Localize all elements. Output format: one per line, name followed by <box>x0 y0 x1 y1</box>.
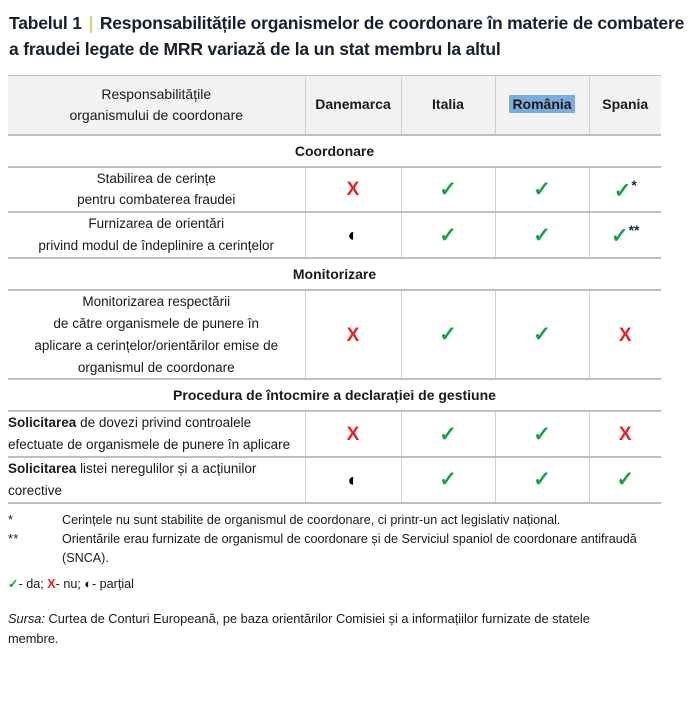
half-circle-icon: ◐ <box>347 469 359 490</box>
row-description <box>8 457 305 503</box>
romania-highlight: România <box>509 95 574 113</box>
check-icon: ✓ <box>439 323 457 347</box>
row-description-lead: Solicitarea <box>8 415 77 431</box>
cell-mark-partial <box>305 212 401 258</box>
row-description <box>8 290 305 379</box>
cell-mark-yes <box>495 411 589 457</box>
cross-icon: X <box>346 324 360 346</box>
cell-mark-yes <box>401 167 495 213</box>
figure-title <box>0 0 700 63</box>
check-icon: ✓ <box>533 422 551 446</box>
row-description-lead: Solicitarea <box>8 461 77 477</box>
row-description <box>8 411 305 457</box>
cell-mark-yes <box>495 457 589 503</box>
cell-mark-yes <box>495 167 589 213</box>
table-row <box>8 411 661 457</box>
footnote-marker: ** <box>628 222 640 239</box>
cell-mark-no <box>589 290 661 379</box>
cell-mark-yes <box>589 167 661 213</box>
legend-no-text: - nu; <box>55 577 81 592</box>
section-heading: Coordonare <box>8 135 661 167</box>
legend-partial-icon: ◐ <box>84 577 92 592</box>
legend-no-icon: X <box>47 577 56 592</box>
footnote-row <box>8 511 678 530</box>
row-description-rest: de dovezi privind controalele efectuate de organismele de punere în aplicare <box>8 415 291 453</box>
row-description-line: privind modul de îndeplinire a cerințelor <box>38 238 275 254</box>
table-row <box>8 167 661 213</box>
legend-yes-text: - da; <box>18 577 44 592</box>
legend-line <box>8 576 700 591</box>
section-heading: Procedura de întocmire a declarației de gestiune <box>8 379 661 411</box>
column-header-line1: Responsabilitățile <box>101 86 212 103</box>
cross-icon: X <box>618 424 632 446</box>
check-icon: ✓ <box>439 422 457 446</box>
responsibilities-table-wrapper <box>8 75 661 504</box>
cell-mark-no <box>305 411 401 457</box>
check-icon: ✓ <box>439 177 457 201</box>
cell-mark-yes <box>401 411 495 457</box>
cell-mark-yes <box>589 457 661 503</box>
table-row <box>8 457 661 503</box>
cross-icon: X <box>346 424 360 446</box>
half-circle-icon: ◐ <box>347 225 359 246</box>
check-icon: ✓ <box>613 179 632 203</box>
table-row <box>8 212 661 258</box>
footnote-marker: * <box>631 176 637 193</box>
row-description-line: organismul de coordonare <box>77 359 235 375</box>
row-description-line: Stabilirea de cerințe <box>96 170 216 186</box>
column-header-romania <box>495 75 589 135</box>
table-row <box>8 290 661 379</box>
check-icon: ✓ <box>439 223 457 247</box>
footnote-text: Orientările erau furnizate de organismul de coordonare și de Serviciul spaniol de coordonare antifraudă (SNCA). <box>62 531 637 566</box>
footnote-text: Cerințele nu sunt stabilite de organismul de coordonare, ci printr-un act legislativ național. <box>62 512 561 527</box>
cell-mark-yes <box>401 290 495 379</box>
source-note <box>8 609 608 649</box>
responsibilities-table <box>8 75 661 504</box>
column-header-denmark: Danemarca <box>305 75 401 135</box>
check-icon: ✓ <box>533 177 551 201</box>
cross-icon: X <box>346 179 360 201</box>
footnote-mark: * <box>8 512 14 527</box>
figure-title-text: Responsabilitățile organismelor de coordonare în materie de combatere a fraudei legate de MRR variază de la un stat membru la altul <box>9 13 685 60</box>
footnote-row <box>8 530 678 568</box>
cell-mark-partial <box>305 457 401 503</box>
section-heading: Monitorizare <box>8 258 661 290</box>
check-icon: ✓ <box>616 468 635 492</box>
cell-mark-yes <box>495 212 589 258</box>
section-heading-row <box>8 379 661 411</box>
cell-mark-no <box>589 411 661 457</box>
row-description-rest: listei neregulilor și a acțiunilor corective <box>8 461 257 498</box>
legend-partial-text: - parțial <box>91 577 134 592</box>
source-text: Curtea de Conturi Europeană, pe baza orientărilor Comisiei și a informațiilor furnizate de statele membre. <box>8 611 590 647</box>
footnote-mark: ** <box>8 531 19 546</box>
title-separator-bar: | <box>88 13 94 33</box>
row-description-line: aplicare a cerințelor/orientărilor emise de <box>34 337 279 353</box>
cell-mark-yes <box>589 212 661 258</box>
row-description-line: Furnizarea de orientări <box>88 216 225 232</box>
column-header-line2: organismului de coordonare <box>69 106 244 123</box>
cell-mark-no <box>305 167 401 213</box>
check-icon: ✓ <box>533 323 551 347</box>
source-label: Sursa: <box>8 611 45 627</box>
table-body <box>8 135 661 503</box>
row-description-line: de către organismele de punere în <box>53 315 260 331</box>
section-heading-row <box>8 135 661 167</box>
row-description <box>8 212 305 258</box>
cell-mark-no <box>305 290 401 379</box>
check-icon: ✓ <box>533 468 551 492</box>
table-header-row <box>8 75 661 135</box>
check-icon: ✓ <box>533 223 551 247</box>
check-icon: ✓ <box>610 224 629 248</box>
check-icon: ✓ <box>439 468 457 492</box>
column-header-responsibilities <box>8 75 305 135</box>
footnotes-block <box>8 511 678 568</box>
row-description-line: pentru combaterea fraudei <box>77 192 236 208</box>
column-header-italy: Italia <box>401 75 495 135</box>
figure-title-label: Tabelul 1 <box>9 13 82 33</box>
cell-mark-yes <box>401 212 495 258</box>
section-heading-row <box>8 258 661 290</box>
cross-icon: X <box>618 324 632 346</box>
cell-mark-yes <box>401 457 495 503</box>
legend-yes-icon: ✓ <box>8 577 19 592</box>
row-description <box>8 167 305 213</box>
column-header-spain: Spania <box>589 75 661 135</box>
cell-mark-yes <box>495 290 589 379</box>
row-description-line: Monitorizarea respectării <box>82 293 231 309</box>
